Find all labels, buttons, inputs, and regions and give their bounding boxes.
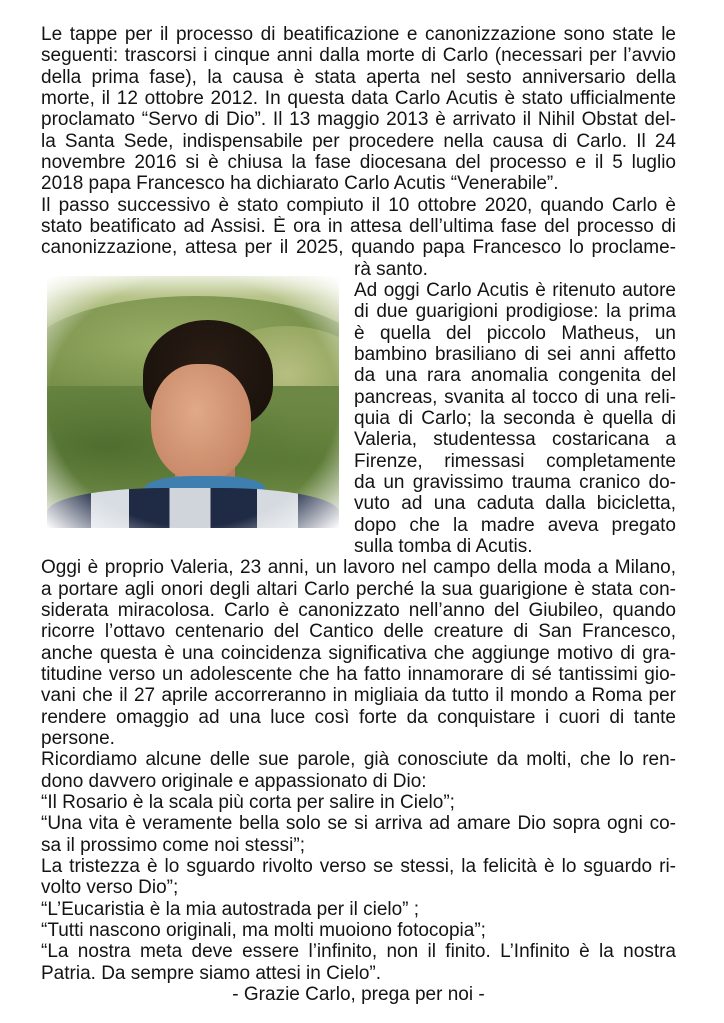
text-line: della prima fase), la causa è stata aperta nel sesto anniversario della: [41, 67, 676, 88]
text-line: rendere omaggio ad una luce così forte da conquistare i cuori di tante: [41, 707, 676, 728]
quote-line: La tristezza è lo sguardo rivolto verso se stessi, la felicità è lo sguardo ri-: [41, 856, 676, 877]
text-line: la Santa Sede, indispensabile per procedere nella causa di Carlo. Il 24: [41, 131, 676, 152]
text-line: novembre 2016 si è chiusa la fase diocesana del processo e il 5 luglio: [41, 152, 676, 173]
text-line: siderata miracolosa. Carlo è canonizzato nell’anno del Giubileo, quando: [41, 600, 676, 621]
closing-line: - Grazie Carlo, prega per noi -: [232, 984, 485, 1005]
text-line: anche questa è una coincidenza significativa che aggiunge motivo di gra-: [41, 643, 676, 664]
text-line: proclamato “Servo di Dio”. Il 13 maggio 2013 è arrivato il Nihil Obstat del-: [41, 109, 676, 130]
text-line: è quella del piccolo Matheus, un: [354, 323, 676, 344]
text-line: sulla tomba di Acutis.: [354, 536, 533, 557]
text-line: 2018 papa Francesco ha dichiarato Carlo Acutis “Venerabile”.: [41, 173, 559, 194]
text-line: Ricordiamo alcune delle sue parole, già conosciute da molti, che lo ren-: [41, 749, 676, 770]
text-line: canonizzazione, attesa per il 2025, quando papa Francesco lo proclame-: [41, 237, 676, 258]
quote-line: “L’Eucaristia è la mia autostrada per il cielo” ;: [41, 899, 420, 920]
quote-line: sa il prossimo come noi stessi”;: [41, 835, 305, 856]
text-line: vani che il 27 aprile accorreranno in migliaia da tutto il mondo a Roma per: [41, 685, 676, 706]
quote-line: “Il Rosario è la scala più corta per salire in Cielo”;: [41, 792, 455, 813]
text-line: Oggi è proprio Valeria, 23 anni, un lavoro nel campo della moda a Milano,: [41, 557, 676, 578]
text-line: morte, il 12 ottobre 2012. In questa data Carlo Acutis è stato ufficialmente: [41, 88, 676, 109]
quote-line: “La nostra meta deve essere l’infinito, non il finito. L’Infinito è la nostra: [41, 941, 676, 962]
text-line: da una rara anomalia congenita del: [354, 365, 676, 386]
text-line: persone.: [41, 728, 115, 749]
portrait-photo: [47, 276, 339, 528]
text-line: bambino brasiliano di sei anni affetto: [354, 344, 676, 365]
text-line: Valeria, studentessa costaricana a: [354, 429, 676, 450]
text-line: pancreas, svanita al tocco di una reli-: [354, 387, 676, 408]
quote-line: “Tutti nascono originali, ma molti muoiono fotocopia”;: [41, 920, 486, 941]
text-line: vuto ad una caduta dalla bicicletta,: [354, 493, 676, 514]
text-line: quia di Carlo; la seconda è quella di: [354, 408, 676, 429]
text-line: Firenze, rimessasi completamente: [354, 451, 676, 472]
text-line: titudine verso un adolescente che ha fatto innamorare di sé tantissimi gio-: [41, 664, 676, 685]
text-line: Il passo successivo è stato compiuto il 10 ottobre 2020, quando Carlo è: [41, 195, 676, 216]
quote-line: Patria. Da sempre siamo attesi in Cielo”.: [41, 963, 382, 984]
text-line: di due guarigioni prodigiose: la prima: [354, 301, 676, 322]
text-line: ricorre l’ottavo centenario del Cantico delle creature di San Francesco,: [41, 621, 676, 642]
text-line: seguenti: trascorsi i cinque anni dalla morte di Carlo (necessari per l’avvio: [41, 45, 676, 66]
text-line: dono davvero originale e appassionato di Dio:: [41, 771, 427, 792]
text-line: Le tappe per il processo di beatificazione e canonizzazione sono state le: [41, 24, 676, 45]
text-line: dopo che la madre aveva pregato: [354, 515, 676, 536]
text-line: da un gravissimo trauma cranico do-: [354, 472, 676, 493]
quote-line: volto verso Dio”;: [41, 877, 179, 898]
quote-line: “Una vita è veramente bella solo se si arriva ad amare Dio sopra ogni co-: [41, 813, 676, 834]
text-line: Ad oggi Carlo Acutis è ritenuto autore: [354, 280, 676, 301]
text-line: stato beatificato ad Assisi. È ora in attesa dell’ultima fase del processo di: [41, 216, 676, 237]
text-line: rà santo.: [354, 259, 428, 280]
text-line: a portare agli onori degli altari Carlo perché la sua guarigione è stata con-: [41, 579, 676, 600]
